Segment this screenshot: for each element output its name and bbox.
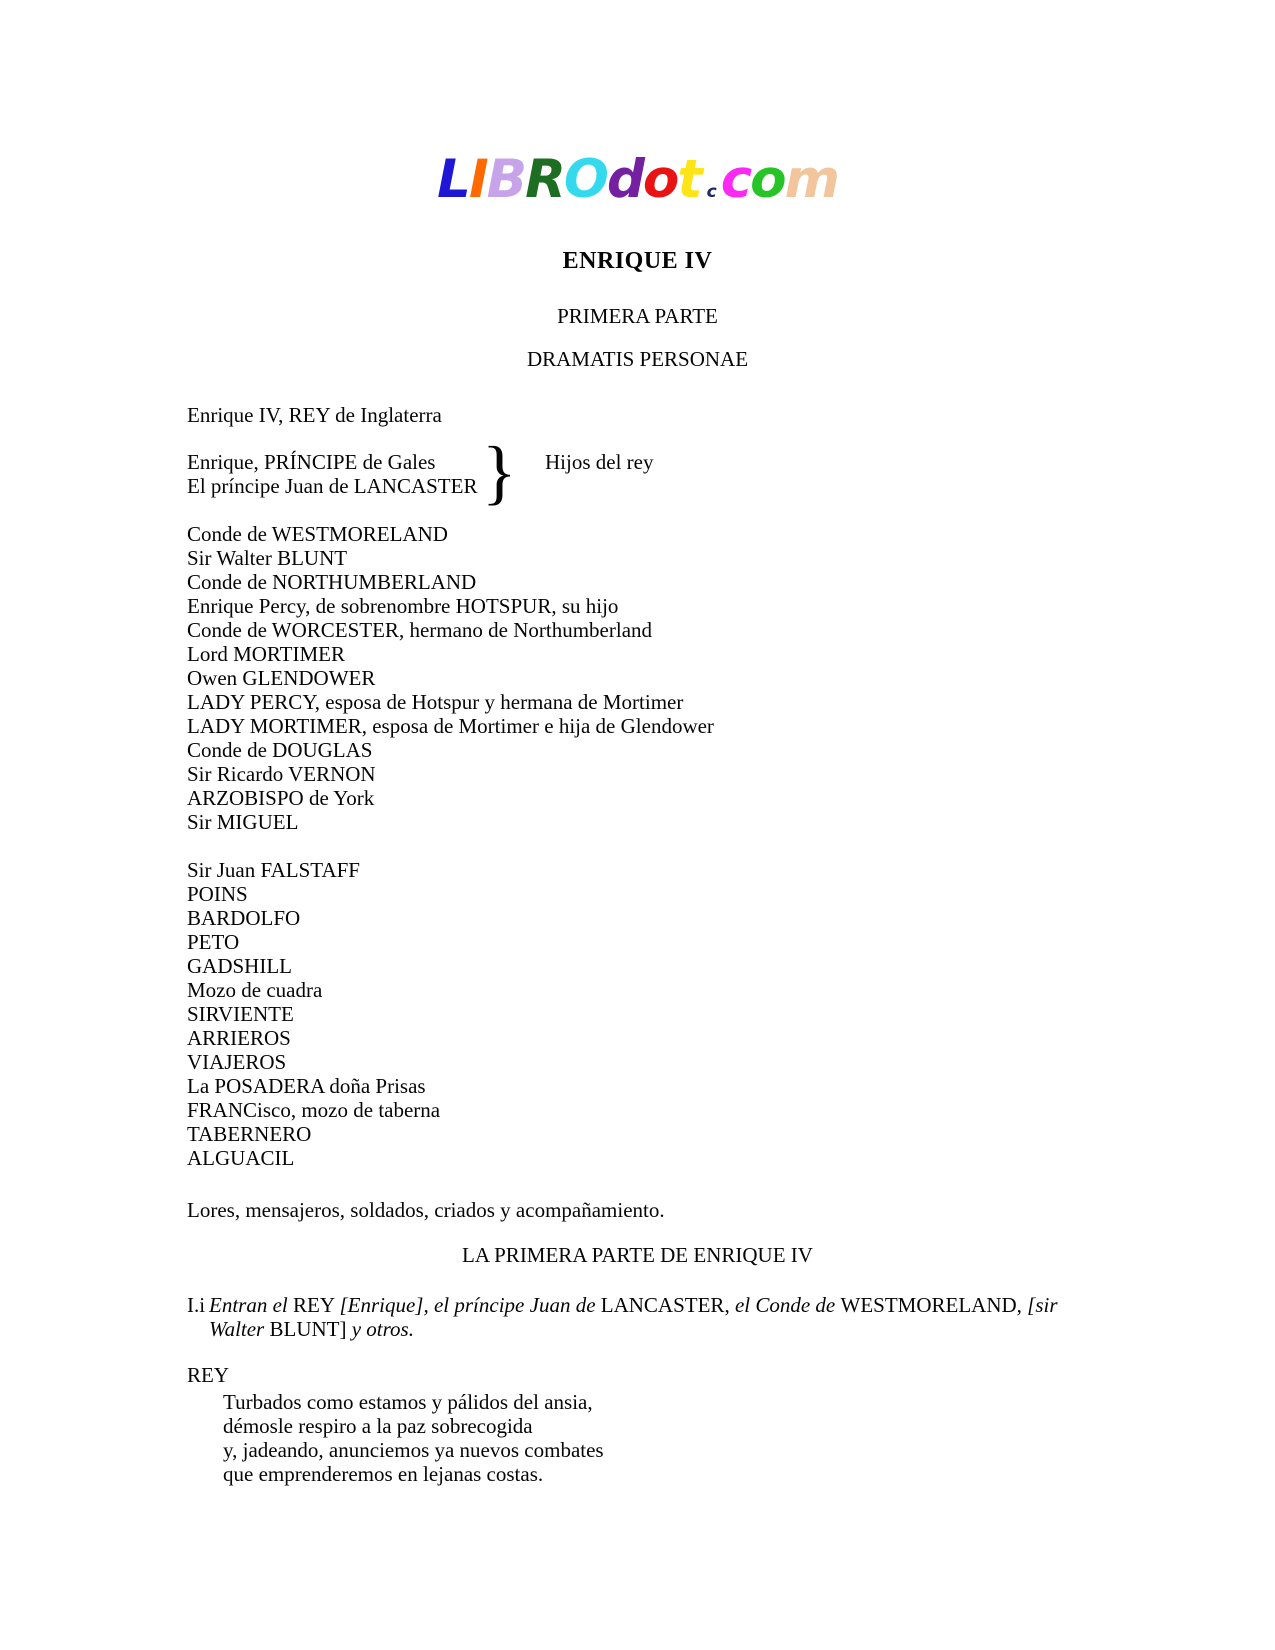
cast-line: Sir Juan FALSTAFF xyxy=(187,858,360,882)
page-title: ENRIQUE IV xyxy=(562,248,713,274)
scene-label: I.i xyxy=(187,1293,206,1317)
stage-text: REY xyxy=(293,1293,340,1317)
princes-brace-glyph: } xyxy=(482,432,517,512)
stage-text: LANCASTER, xyxy=(600,1293,735,1317)
stage-direction xyxy=(187,1293,1058,1341)
verse-line: y, jadeando, anunciemos ya nuevos combates xyxy=(223,1438,604,1462)
cast-line: ALGUACIL xyxy=(187,1146,295,1170)
logo-letter: t xyxy=(677,149,701,210)
cast-line: Sir Ricardo VERNON xyxy=(187,762,376,786)
cast-line: Conde de WORCESTER, hermano de Northumberland xyxy=(187,618,653,642)
cast-extras-line: Lores, mensajeros, soldados, criados y acompañamiento. xyxy=(187,1198,665,1222)
cast-line: Conde de WESTMORELAND xyxy=(187,522,448,546)
stage-direction-line xyxy=(209,1317,1058,1341)
stage-text: Entran el xyxy=(209,1293,293,1317)
stage-text: BLUNT] xyxy=(269,1317,352,1341)
cast-group-commoners xyxy=(187,858,440,1170)
dramatis-personae-heading: DRAMATIS PERSONAE xyxy=(526,347,749,371)
cast-line: Sir Walter BLUNT xyxy=(187,546,348,570)
cast-line-prince: Enrique, PRÍNCIPE de Gales xyxy=(187,450,436,474)
logo-letter: m xyxy=(784,149,838,210)
stage-text: [Enrique], el príncipe Juan de xyxy=(339,1293,601,1317)
cast-line: SIRVIENTE xyxy=(187,1002,294,1026)
cast-line: ARRIEROS xyxy=(187,1026,291,1050)
logo-dot-letter: c xyxy=(706,182,717,202)
stage-direction-line xyxy=(209,1293,1058,1317)
cast-line: Owen GLENDOWER xyxy=(187,666,376,690)
cast-line: LADY MORTIMER, esposa de Mortimer e hija de Glendower xyxy=(187,714,714,738)
princes-note: Hijos del rey xyxy=(545,450,654,474)
logo-letter: c xyxy=(720,149,751,210)
verse-line: que emprenderemos en lejanas costas. xyxy=(223,1462,544,1486)
cast-line: Lord MORTIMER xyxy=(187,642,345,666)
logo-letter: d xyxy=(606,149,643,210)
speaker-name: REY xyxy=(187,1363,229,1387)
verse-line: démosle respiro a la paz sobrecogida xyxy=(223,1414,533,1438)
logo-letter: I xyxy=(468,149,487,210)
cast-line: Sir MIGUEL xyxy=(187,810,299,834)
cast-line-king: Enrique IV, REY de Inglaterra xyxy=(187,403,442,427)
cast-line: Conde de NORTHUMBERLAND xyxy=(187,570,477,594)
speech-verse xyxy=(223,1390,604,1486)
cast-line: GADSHILL xyxy=(187,954,292,978)
stage-text: Walter xyxy=(209,1317,270,1341)
cast-line: ARZOBISPO de York xyxy=(187,786,375,810)
stage-text: el Conde de xyxy=(734,1293,841,1317)
verse-line: Turbados como estamos y pálidos del ansia, xyxy=(223,1390,593,1414)
logo-letter: B xyxy=(486,149,526,210)
logo-letter: o xyxy=(642,149,678,210)
cast-group-nobles xyxy=(187,522,714,834)
stage-text: y otros. xyxy=(351,1317,414,1341)
cast-line-prince: El príncipe Juan de LANCASTER xyxy=(187,474,478,498)
stage-text: [sir xyxy=(1027,1293,1058,1317)
stage-text: WESTMORELAND, xyxy=(840,1293,1028,1317)
cast-line: VIAJEROS xyxy=(187,1050,287,1074)
princes-group xyxy=(187,450,477,498)
cast-line: Conde de DOUGLAS xyxy=(187,738,373,762)
logo-letter: O xyxy=(563,149,607,210)
librodot-logo xyxy=(0,148,1275,224)
logo-letter: o xyxy=(750,149,785,210)
cast-line: Mozo de cuadra xyxy=(187,978,323,1002)
cast-line: PETO xyxy=(187,930,240,954)
subtitle: PRIMERA PARTE xyxy=(557,304,718,328)
cast-line: POINS xyxy=(187,882,248,906)
cast-line: LADY PERCY, esposa de Hotspur y hermana de Mortimer xyxy=(187,690,684,714)
cast-line: La POSADERA doña Prisas xyxy=(187,1074,426,1098)
cast-line: FRANCisco, mozo de taberna xyxy=(187,1098,441,1122)
logo-letter: R xyxy=(525,149,564,210)
part-title-heading: LA PRIMERA PARTE DE ENRIQUE IV xyxy=(462,1243,813,1267)
cast-line: BARDOLFO xyxy=(187,906,301,930)
cast-line: Enrique Percy, de sobrenombre HOTSPUR, su hijo xyxy=(187,594,619,618)
logo-letter: L xyxy=(437,149,469,210)
cast-line: TABERNERO xyxy=(187,1122,312,1146)
